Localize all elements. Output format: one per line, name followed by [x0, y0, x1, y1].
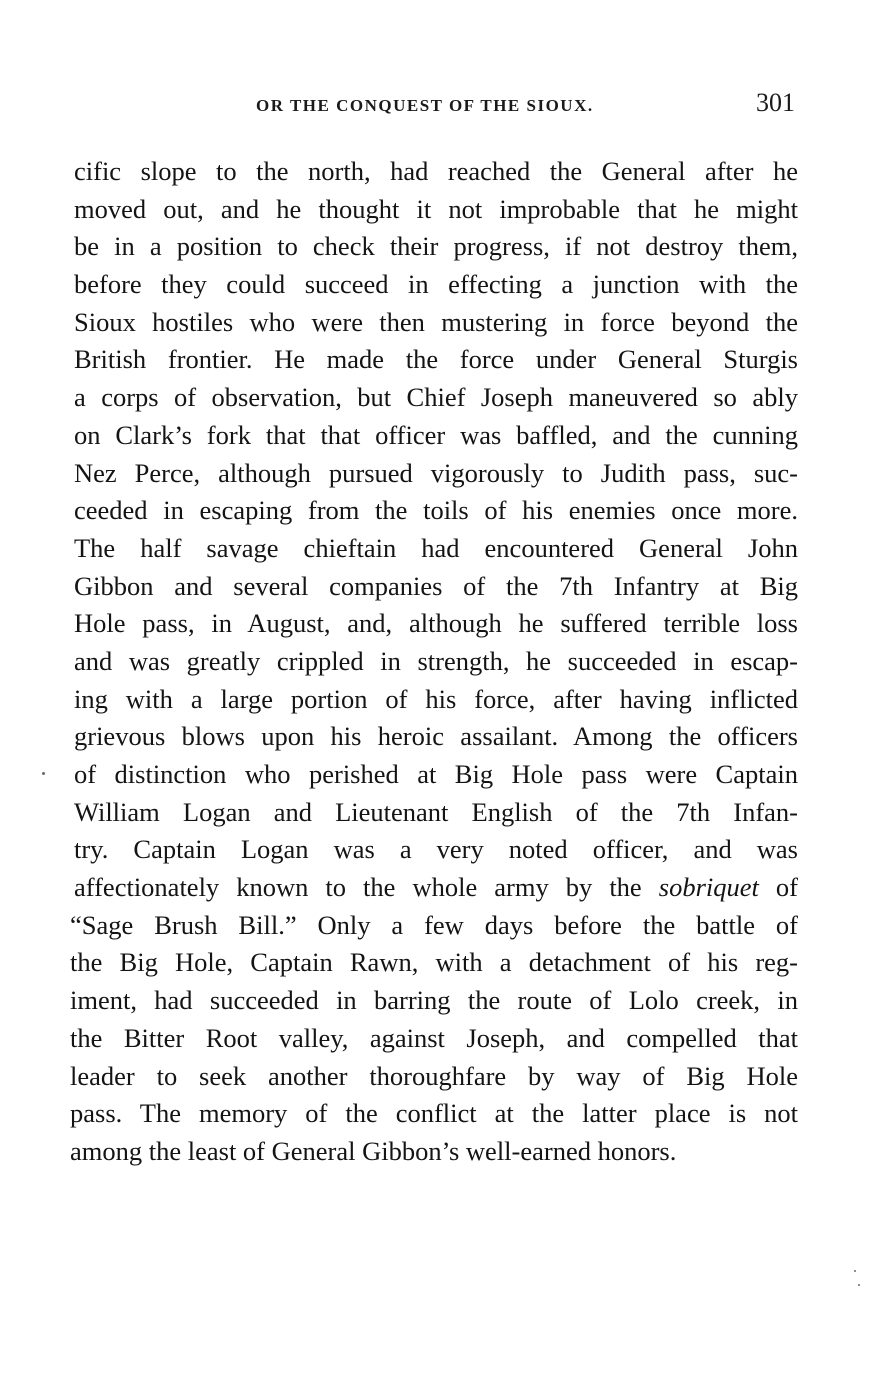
text-line: iment, had succeeded in barring the route of Lolo creek, in [70, 985, 798, 1016]
text-line: Nez Perce, although pursued vigorously to Judith pass, suc- [74, 457, 798, 488]
text-line-with-italic [74, 869, 798, 907]
ink-speck [858, 1284, 860, 1286]
text-line: cific slope to the north, had reached the General after he [74, 156, 798, 186]
text-line: the Big Hole, Captain Rawn, with a detachment of his reg- [70, 947, 798, 978]
text-line-segment: of [758, 872, 798, 903]
text-line: British frontier. He made the force under General Sturgis [74, 344, 798, 375]
text-line-segment: affectionately known to the whole army by the [74, 872, 659, 903]
text-line-last: among the least of General Gibbon’s well-earned honors. [70, 1135, 677, 1166]
text-line: before they could succeed in effecting a junction with the [74, 269, 798, 300]
italic-word: sobriquet [658, 872, 759, 903]
text-line: ing with a large portion of his force, after having inflicted [74, 683, 798, 714]
text-line: and was greatly crippled in strength, he succeeded in escap- [74, 645, 798, 676]
text-line: grievous blows upon his heroic assailant. Among the officers [74, 721, 798, 752]
text-line: on Clark’s fork that that officer was baffled, and the cunning [74, 419, 798, 450]
text-line: of distinction who perished at Big Hole pass were Captain [74, 759, 798, 789]
text-line: The half savage chieftain had encountered General John [74, 532, 798, 563]
page-number: 301 [756, 88, 795, 117]
ink-speck [854, 1270, 856, 1272]
text-line: the Bitter Root valley, against Joseph, and compelled that [70, 1022, 798, 1053]
text-line: moved out, and he thought it not improbable that he might [74, 193, 798, 224]
text-line: pass. The memory of the conflict at the latter place is not [70, 1098, 798, 1129]
text-line: leader to seek another thoroughfare by way of Big Hole [70, 1060, 798, 1091]
ink-speck [42, 772, 45, 775]
running-head-title: OR THE CONQUEST OF THE SIOUX. [256, 96, 594, 115]
text-line: Gibbon and several companies of the 7th Infantry at Big [74, 570, 798, 601]
text-line: be in a position to check their progress, if not destroy them, [74, 231, 798, 262]
text-line: try. Captain Logan was a very noted officer, and was [74, 834, 798, 865]
text-line: William Logan and Lieutenant English of the 7th Infan- [74, 796, 798, 827]
text-line: a corps of observation, but Chief Joseph maneuvered so ably [74, 382, 798, 413]
text-line: ceeded in escaping from the toils of his enemies once more. [74, 495, 798, 526]
body-paragraph [70, 153, 798, 1171]
text-line: Hole pass, in August, and, although he suffered terrible loss [74, 608, 798, 639]
text-line: “Sage Brush Bill.” Only a few days before the battle of [70, 909, 798, 940]
text-line: Sioux hostiles who were then mustering in force beyond the [74, 306, 798, 337]
